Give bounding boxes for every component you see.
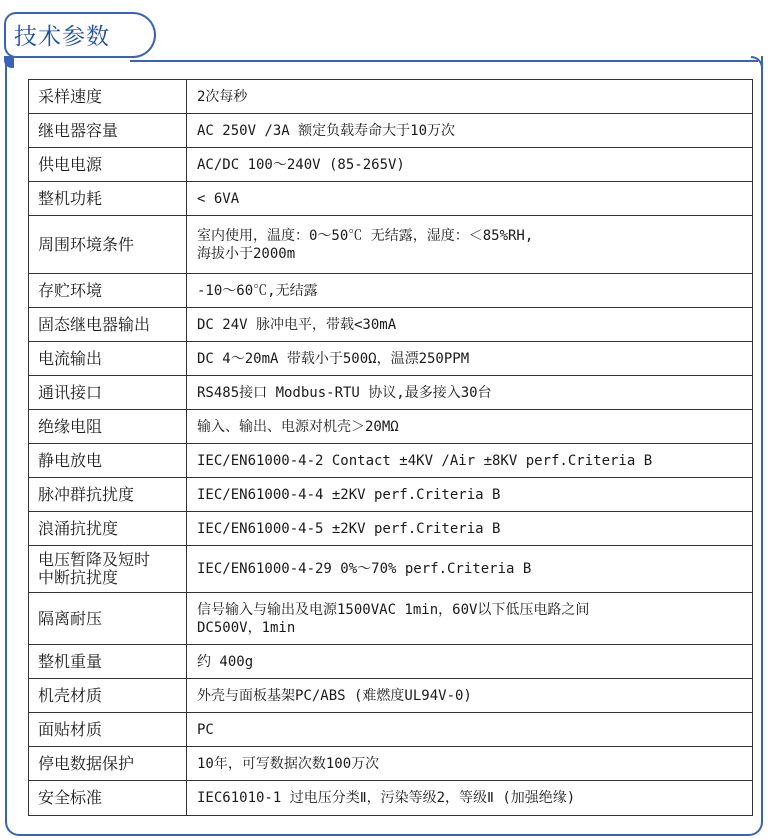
spec-label-cell bbox=[29, 80, 187, 114]
spec-label: 隔离耐压 bbox=[38, 608, 103, 628]
table-row bbox=[29, 376, 753, 410]
spec-value: 信号输入与输出及电源1500VAC 1min，60V以下低压电路之间 bbox=[197, 601, 590, 618]
spec-label-cell bbox=[29, 342, 187, 376]
table-row bbox=[29, 444, 753, 478]
spec-value: IEC61010-1 过电压分类Ⅱ，污染等级2，等级Ⅱ (加强绝缘) bbox=[197, 790, 576, 806]
spec-label: 面贴材质 bbox=[38, 719, 103, 739]
spec-value-cell bbox=[187, 274, 753, 308]
table-row bbox=[29, 148, 753, 182]
table-row bbox=[29, 80, 753, 114]
spec-label: 静电放电 bbox=[38, 450, 103, 470]
spec-label: 绝缘电阻 bbox=[38, 416, 103, 436]
spec-label-cell bbox=[29, 274, 187, 308]
table-row bbox=[29, 645, 753, 679]
spec-label-cell bbox=[29, 512, 187, 546]
table-row bbox=[29, 546, 753, 593]
spec-value: < 6VA bbox=[197, 190, 240, 207]
page-title: 技术参数 bbox=[14, 24, 110, 50]
spec-label: 存贮环境 bbox=[38, 280, 103, 300]
spec-label: 机壳材质 bbox=[38, 685, 103, 705]
spec-label: 通讯接口 bbox=[38, 382, 103, 402]
spec-label: 电压暂降及短时 bbox=[38, 550, 151, 569]
spec-value: 室内使用，温度：0～50℃ 无结露，湿度：＜85%RH, bbox=[197, 227, 534, 244]
spec-label: 浪涌抗扰度 bbox=[38, 518, 119, 538]
spec-value-cell bbox=[187, 546, 753, 593]
spec-value: 外壳与面板基架PC/ABS (难燃度UL94V-0) bbox=[197, 687, 472, 704]
spec-value: RS485接口 Modbus-RTU 协议,最多接入30台 bbox=[197, 384, 492, 401]
spec-label: 周围环境条件 bbox=[38, 234, 135, 254]
spec-label-cell bbox=[29, 679, 187, 713]
spec-label: 安全标准 bbox=[38, 788, 103, 807]
spec-value: AC 250V /3A 额定负载寿命大于10万次 bbox=[197, 122, 456, 139]
spec-value-cell bbox=[187, 747, 753, 781]
spec-value: DC500V，1min bbox=[197, 619, 296, 636]
table-row bbox=[29, 216, 753, 274]
spec-value-cell bbox=[187, 114, 753, 148]
spec-label: 电流输出 bbox=[38, 348, 103, 368]
spec-label-cell bbox=[29, 182, 187, 216]
spec-value-cell bbox=[187, 512, 753, 546]
spec-label-cell bbox=[29, 444, 187, 478]
spec-label-cell bbox=[29, 148, 187, 182]
spec-label-cell bbox=[29, 747, 187, 781]
spec-value: 海拔小于2000m bbox=[197, 245, 296, 262]
spec-label-cell bbox=[29, 593, 187, 645]
spec-label-cell bbox=[29, 410, 187, 444]
spec-value: AC/DC 100～240V (85-265V) bbox=[197, 156, 405, 173]
spec-label-cell bbox=[29, 546, 187, 593]
spec-value: DC 4～20mA 带载小于500Ω，温漂250PPM bbox=[197, 350, 470, 367]
panel-top-border bbox=[130, 60, 758, 62]
table-row bbox=[29, 410, 753, 444]
table-row bbox=[29, 512, 753, 546]
spec-value: -10～60℃,无结露 bbox=[197, 282, 318, 299]
spec-value: IEC/EN61000-4-29 0%～70% perf.Criteria B bbox=[197, 561, 532, 577]
table-row bbox=[29, 478, 753, 512]
spec-label-cell bbox=[29, 216, 187, 274]
spec-value: IEC/EN61000-4-2 Contact ±4KV /Air ±8KV perf.Criteria B bbox=[197, 452, 653, 469]
spec-value-cell bbox=[187, 410, 753, 444]
spec-value-cell bbox=[187, 342, 753, 376]
spec-value-cell bbox=[187, 216, 753, 274]
spec-label: 整机功耗 bbox=[38, 188, 103, 208]
spec-label-cell bbox=[29, 376, 187, 410]
table-row bbox=[29, 274, 753, 308]
table-row bbox=[29, 747, 753, 781]
spec-label: 整机重量 bbox=[38, 651, 103, 671]
spec-table bbox=[28, 79, 753, 816]
spec-label: 供电电源 bbox=[38, 154, 103, 174]
table-row bbox=[29, 182, 753, 216]
spec-label-cell bbox=[29, 308, 187, 342]
spec-value: IEC/EN61000-4-4 ±2KV perf.Criteria B bbox=[197, 486, 501, 503]
spec-value-cell bbox=[187, 781, 753, 816]
spec-label-cell bbox=[29, 114, 187, 148]
spec-label: 采样速度 bbox=[38, 86, 103, 106]
spec-value: 2次每秒 bbox=[197, 88, 248, 105]
spec-value-cell bbox=[187, 182, 753, 216]
table-row bbox=[29, 713, 753, 747]
spec-value-cell bbox=[187, 376, 753, 410]
spec-value-cell bbox=[187, 308, 753, 342]
spec-label-cell bbox=[29, 645, 187, 679]
spec-label: 中断抗扰度 bbox=[38, 568, 119, 587]
spec-value-cell bbox=[187, 679, 753, 713]
spec-value: PC bbox=[197, 721, 214, 738]
spec-value-cell bbox=[187, 444, 753, 478]
spec-value: 约 400g bbox=[197, 653, 254, 670]
table-row bbox=[29, 781, 753, 816]
spec-value-cell bbox=[187, 593, 753, 645]
spec-value-cell bbox=[187, 713, 753, 747]
spec-label-cell bbox=[29, 478, 187, 512]
spec-value-cell bbox=[187, 80, 753, 114]
spec-value-cell bbox=[187, 148, 753, 182]
table-row bbox=[29, 308, 753, 342]
spec-label-cell bbox=[29, 781, 187, 816]
spec-label: 停电数据保护 bbox=[38, 753, 135, 773]
spec-value: 10年，可写数据次数100万次 bbox=[197, 755, 380, 772]
table-row bbox=[29, 342, 753, 376]
spec-value-cell bbox=[187, 645, 753, 679]
spec-label-cell bbox=[29, 713, 187, 747]
table-row bbox=[29, 679, 753, 713]
spec-value: 输入、输出、电源对机壳＞20MΩ bbox=[197, 418, 399, 435]
spec-label: 脉冲群抗扰度 bbox=[38, 484, 135, 504]
spec-value-cell bbox=[187, 478, 753, 512]
table-row bbox=[29, 593, 753, 645]
spec-label: 固态继电器输出 bbox=[38, 314, 151, 334]
spec-value: DC 24V 脉冲电平，带载<30mA bbox=[197, 316, 397, 333]
spec-value: IEC/EN61000-4-5 ±2KV perf.Criteria B bbox=[197, 520, 501, 537]
table-row bbox=[29, 114, 753, 148]
spec-label: 继电器容量 bbox=[38, 120, 119, 140]
